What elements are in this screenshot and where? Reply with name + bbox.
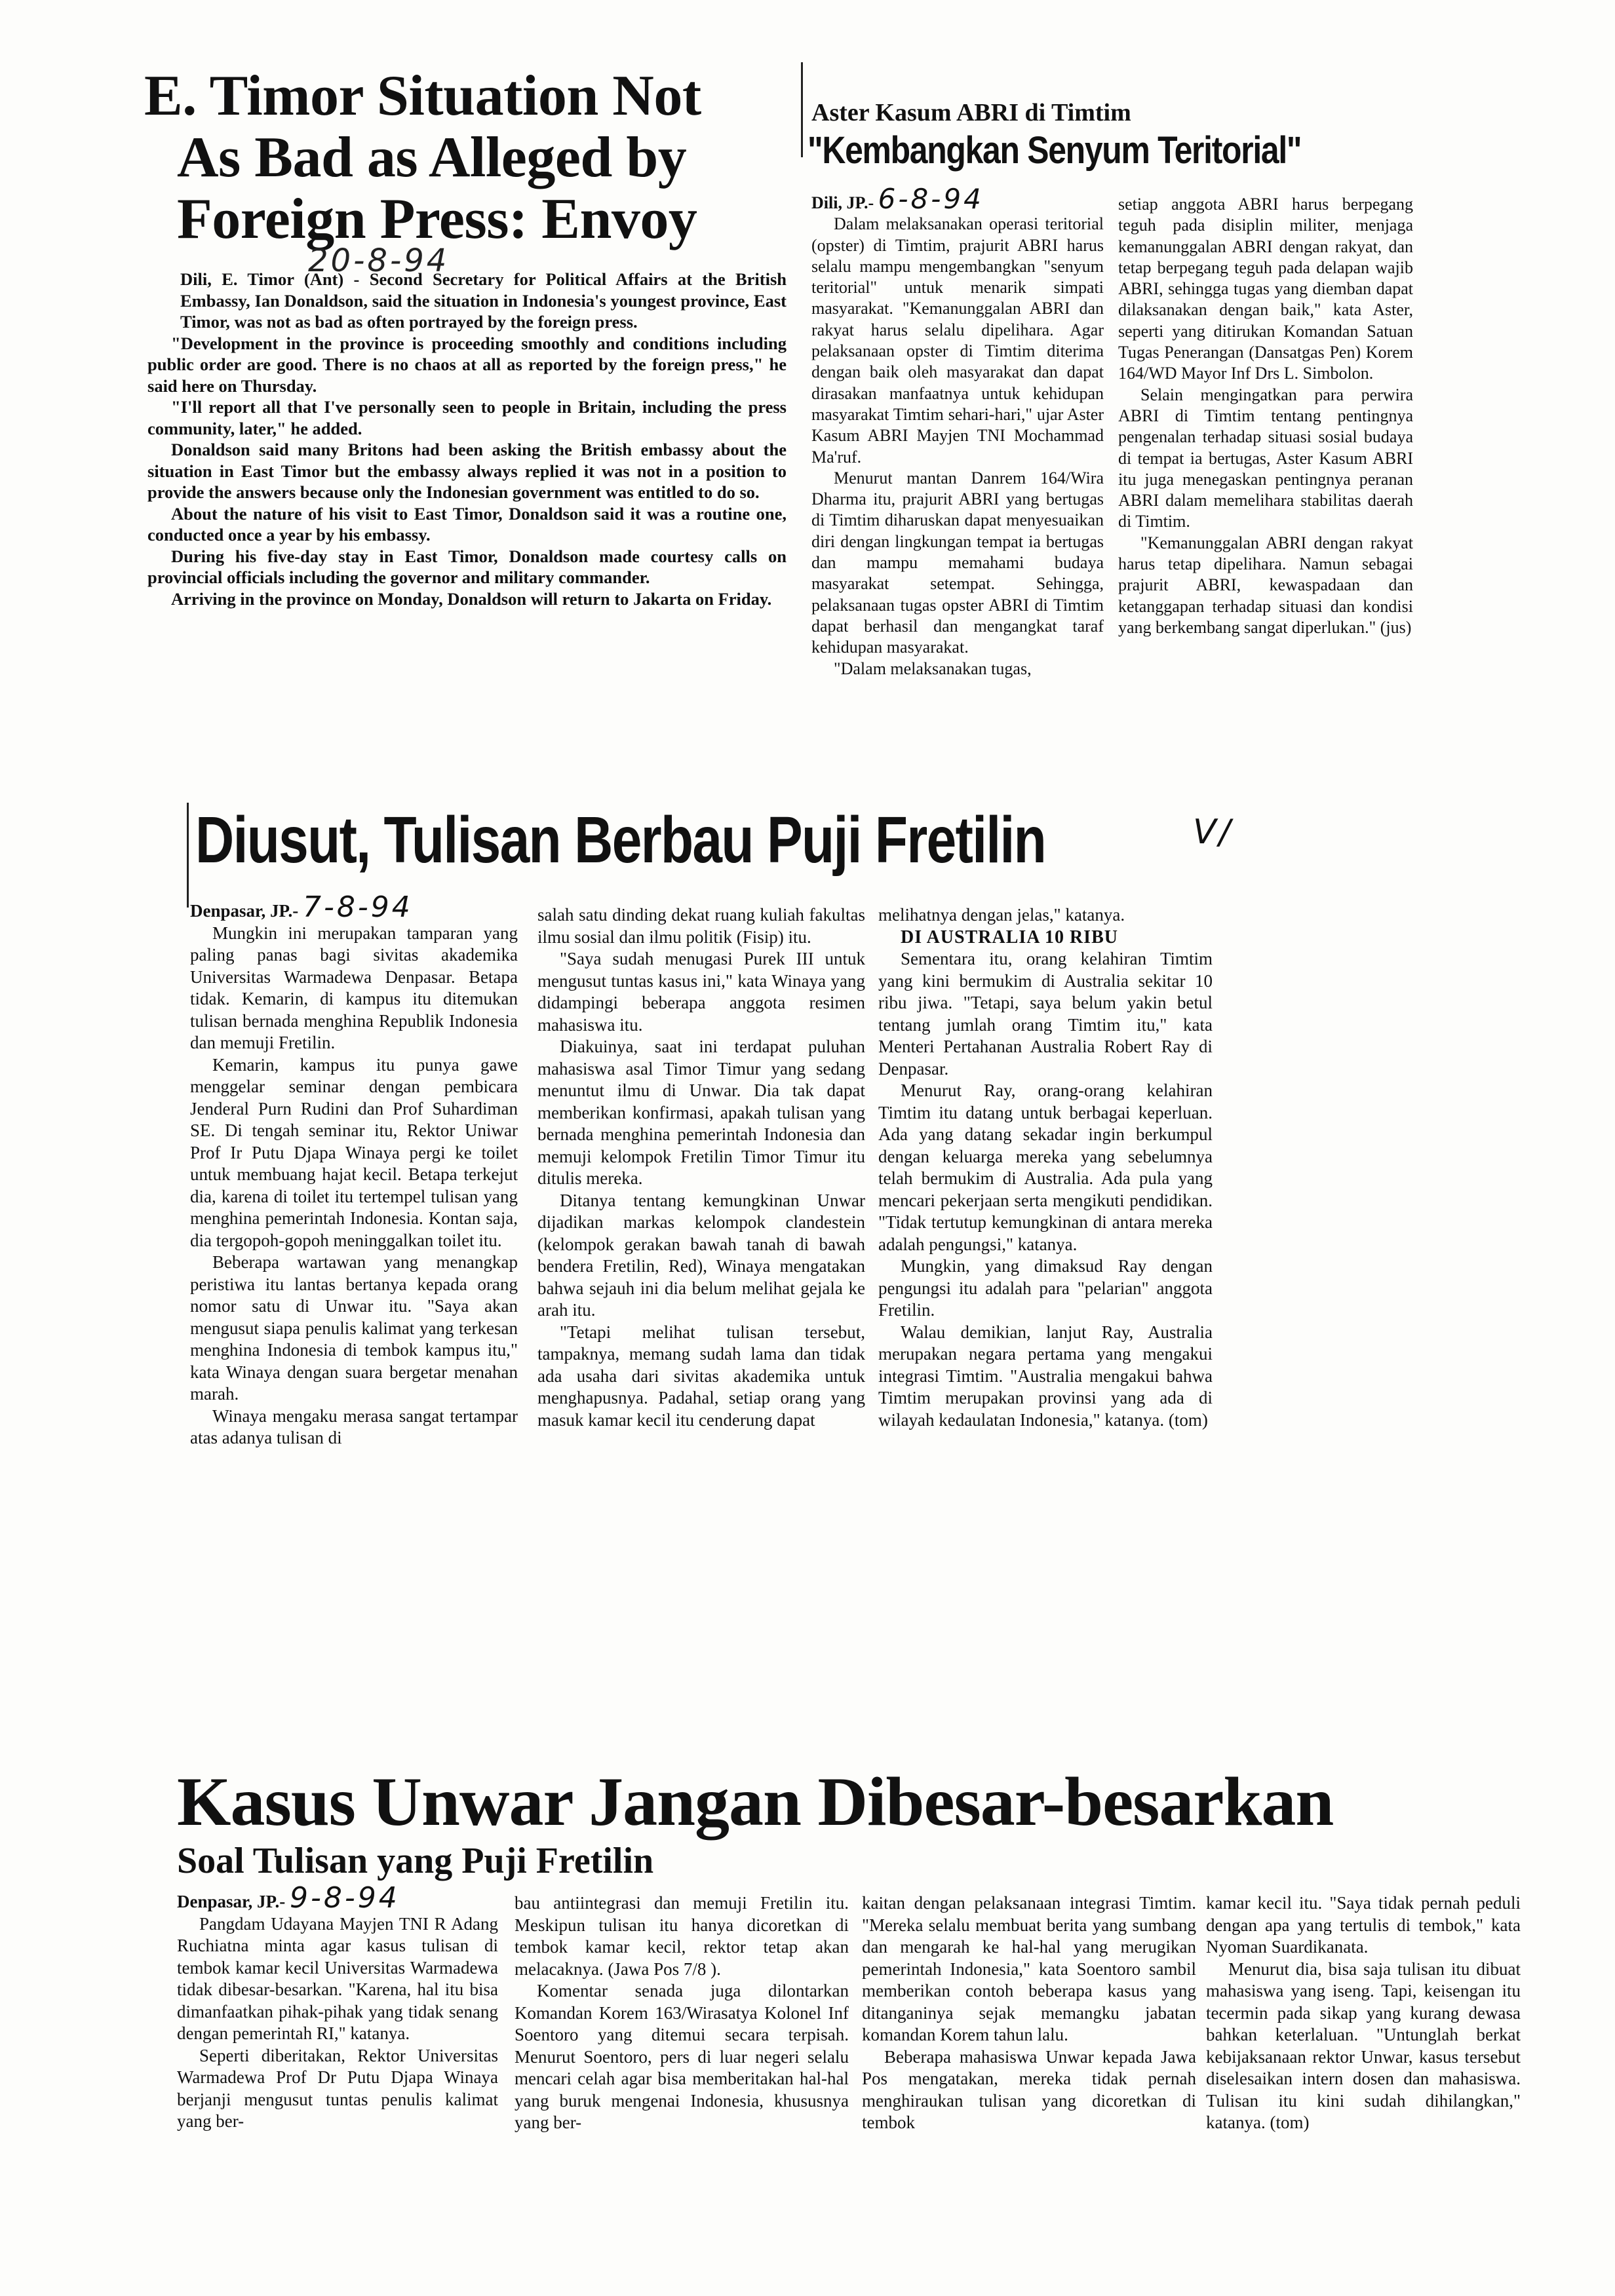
article2-paragraph-4: setiap anggota ABRI harus berpegang teguh pada disiplin militer, menjaga kemanunggalan ABRI dengan rakyat, dan tetap berpegang teguh pada delapan wajib ABRI, sehingga tugas yang diemban dapat dilaksanakan dengan baik," kata Aster, seperti yang ditirukan Komandan Satuan Tugas Penerangan (Dansatgas Pen) Korem 164/WD Mayor Inf Drs L. Simbolon.: [1118, 195, 1413, 383]
article4-handwritten-date: 9-8-94: [290, 1881, 400, 1915]
article4-column-1: [177, 1881, 498, 2133]
headline-line-2: As Bad as Alleged by: [177, 126, 687, 189]
article2-paragraph-6: "Kemanunggalan ABRI dengan rakyat harus tetap dipelihara. Namun sebagai prajurit ABRI, kewaspadaan dan ketanggapan terhadap situasi dan kondisi yang berkembang sangat diperlukan." (jus): [1118, 533, 1413, 637]
column-divider: [801, 62, 803, 157]
article3-paragraph-7: Diakuinya, saat ini terdapat puluhan mahasiswa asal Timor Timur yang sedang menuntut ilmu di Unwar. Dia tak dapat memberikan konfirmasi, apakah tulisan yang bernada menghina pemerintah Indonesia dan memuji kelompok Fretilin Timor Timur itu ditulis mereka.: [537, 1037, 865, 1188]
article3-handwritten-mark: V/: [1193, 813, 1234, 852]
article3-paragraph-9: "Tetapi melihat tulisan tersebut, tampaknya, memang sudah lama dan tidak ada usaha dari sivitas akademika untuk menghapusnya. Padahal, setiap orang yang masuk kamar kecil itu cenderung dapat: [537, 1322, 865, 1430]
article3-dateline: Denpasar, JP.-: [190, 901, 299, 921]
article3-left-rule: [187, 803, 189, 908]
article4-headline: Kasus Unwar Jangan Dibesar-besarkan: [177, 1763, 1334, 1840]
article4-column-4: [1206, 1892, 1521, 2134]
article2-paragraph-2: Menurut mantan Danrem 164/Wira Dharma itu, prajurit ABRI yang bertugas di Timtim diharuskan dapat menyesuaikan diri dengan lingkungan tempat ia bertugas dan mampu memahami budaya masyarakat setempat. Sehingga, pelaksanaan tugas opster ABRI di Timtim dapat berhasil dan mengangkat taraf kehidupan masyarakat.: [811, 468, 1104, 657]
article2-column-2: [1118, 194, 1413, 638]
article4-paragraph-8: Menurut dia, bisa saja tulisan itu dibuat mahasiswa yang iseng. Tapi, keisengan itu tecermin pada sikap yang kurang dewasa bahkan keterlaluan. "Untunglah berkat kebijaksanaan rektor Unwar, kasus tersebut diselesaikan intern dosen dan mahasiswa. Tulisan itu kini sudah dihilangkan," katanya. (tom): [1206, 1959, 1521, 2132]
article4-paragraph-4: Komentar senada juga dilontarkan Komandan Korem 163/Wirasatya Kolonel Inf Soentoro yang ditemui secara terpisah. Menurut Soentoro, pers di luar negeri selalu mencari celah agar bisa memberitakan hal-hal yang buruk mengenai Indonesia, khususnya yang ber-: [515, 1981, 849, 2132]
article3-paragraph-11: Sementara itu, orang kelahiran Timtim yang kini bermukim di Australia sekitar 10 ribu jiwa. "Tetapi, saya belum yakin betul tentang jumlah orang Timtim itu," kata Menteri Pertahanan Australia Robert Ray di Denpasar.: [878, 949, 1213, 1079]
article3-paragraph-14: Walau demikian, lanjut Ray, Australia merupakan negara pertama yang mengakui integrasi Timtim. "Australia mengakui bahwa Timtim merupakan provinsi yang ada di wilayah kedaulatan Indonesia," katanya. (tom): [878, 1322, 1213, 1430]
article3-handwritten-date: 7-8-94: [303, 890, 413, 924]
article3-paragraph-1: Mungkin ini merupakan tamparan yang paling panas bagi sivitas akademika Universitas Warmadewa Denpasar. Betapa tidak. Kemarin, di kampus itu ditemukan tulisan bernada menghina Republik Indonesia dan memuji Fretilin.: [190, 923, 518, 1052]
article1-headline: [144, 66, 793, 250]
article2-handwritten-date: 6-8-94: [878, 183, 984, 215]
article1-paragraph-3: "I'll report all that I've personally seen to people in Britain, including the press community, later," he added.: [147, 397, 787, 438]
article3-headline: Diusut, Tulisan Berbau Puji Fretilin: [195, 803, 1046, 877]
article4-subheadline: Soal Tulisan yang Puji Fretilin: [177, 1841, 654, 1881]
article2-kicker: Aster Kasum ABRI di Timtim: [811, 99, 1131, 126]
article3-paragraph-10: melihatnya dengan jelas," katanya.: [878, 905, 1125, 925]
article1-handwritten-date: 20-8-94: [308, 242, 450, 279]
article3-column-3: [878, 904, 1213, 1431]
article2-dateline-row: [811, 183, 1104, 215]
article3-subhead: DI AUSTRALIA 10 RIBU: [901, 927, 1118, 947]
headline-line-3: Foreign Press: Envoy: [177, 187, 697, 251]
article2-headline: "Kembangkan Senyum Teritorial": [808, 129, 1302, 172]
article1-paragraph-1: Dili, E. Timor (Ant) - Second Secretary for Political Affairs at the British Embassy, Ian Donaldson, said the situation in Indonesia's youngest province, East Timor, was not as bad as often portrayed by the foreign press.: [180, 269, 787, 332]
article1-paragraph-7: Arriving in the province on Monday, Donaldson will return to Jakarta on Friday.: [171, 588, 772, 609]
article1-paragraph-4: Donaldson said many Britons had been asking the British embassy about the situation in East Timor but the embassy always replied it was not in a position to provide the answers because only the Indonesian government was entitled to do so.: [147, 440, 787, 502]
article4-paragraph-2: Seperti diberitakan, Rektor Universitas Warmadewa Prof Dr Putu Djapa Winaya berjanji mengusut tuntas penulis kalimat yang ber-: [177, 2045, 498, 2131]
article1-paragraph-2: "Development in the province is proceeding smoothly and conditions including public order are good. There is no chaos at all as reported by the foreign press," he said here on Thursday.: [147, 333, 787, 396]
article4-dateline: Denpasar, JP.-: [177, 1892, 286, 1911]
article4-dateline-row: [177, 1881, 498, 1915]
article1-body: [147, 269, 787, 609]
article4-column-3: [862, 1892, 1196, 2134]
article3-column-1: [190, 890, 518, 1449]
article3-paragraph-3: Beberapa wartawan yang menangkap peristiwa itu lantas bertanya kepada orang nomor satu di Unwar itu. "Saya akan mengusut siapa penulis kalimat yang terkesan menghina Indonesia di tembok kampus itu," kata Winaya dengan suara bergetar menahan marah.: [190, 1252, 518, 1404]
article3-paragraph-4: Winaya mengaku merasa sangat tertampar atas adanya tulisan di: [190, 1406, 518, 1447]
headline-line-1: E. Timor Situation Not: [144, 64, 701, 128]
article2-column-1: [811, 183, 1104, 679]
article1-dateline: Dili, E. Timor (Ant) -: [180, 269, 360, 289]
article3-dateline-row: [190, 890, 518, 924]
article3-paragraph-6: "Saya sudah menugasi Purek III untuk mengusut tuntas kasus ini," kata Winaya yang didampingi beberapa anggota resimen mahasiswa itu.: [537, 949, 865, 1035]
article3-paragraph-5: salah satu dinding dekat ruang kuliah fakultas ilmu sosial dan ilmu politik (Fisip) itu.: [537, 905, 865, 947]
article2-paragraph-5: Selain mengingatkan para perwira ABRI di Timtim tentang pentingnya pengenalan terhadap situasi sosial budaya di tempat ia bertugas, Aster Kasum ABRI itu juga menegaskan pentingnya peranan ABRI dalam memelihara stabilitas daerah di Timtim.: [1118, 385, 1413, 531]
article3-paragraph-12: Menurut Ray, orang-orang kelahiran Timtim itu datang untuk berbagai keperluan. Ada yang datang sekadar ingin berkumpul dengan keluarga mereka yang sebelumnya telah bermukim di Australia. Ada pula yang mencari pekerjaan serta mengikuti pendidikan. "Tidak tertutup kemungkinan di antara mereka adalah pengungsi," katanya.: [878, 1081, 1213, 1254]
article3-paragraph-13: Mungkin, yang dimaksud Ray dengan pengungsi itu adalah para "pelarian" anggota Fretilin.: [878, 1256, 1213, 1320]
article-e-timor: [144, 66, 793, 250]
article4-column-2: [515, 1892, 849, 2134]
article4-paragraph-6: Beberapa mahasiswa Unwar kepada Jawa Pos mengatakan, mereka tidak pernah menghiraukan tulisan yang dicoretkan di tembok: [862, 2046, 1196, 2132]
article4-paragraph-3: bau antiintegrasi dan memuji Fretilin itu. Meskipun tulisan itu hanya dicoretkan di tembok kamar kecil, rektor tetap akan melacaknya. (Jawa Pos 7/8 ).: [515, 1893, 849, 1979]
article1-paragraph-6: During his five-day stay in East Timor, Donaldson made courtesy calls on provincial officials including the governor and military commander.: [147, 546, 787, 587]
article1-paragraph-5: About the nature of his visit to East Timor, Donaldson said it was a routine one, conducted once a year by his embassy.: [147, 503, 787, 545]
article4-paragraph-1: Pangdam Udayana Mayjen TNI R Adang Ruchiatna minta agar kasus tulisan di tembok kamar kecil Universitas Warmadewa tidak dibesar-besarkan. "Karena, hal itu bisa dimanfaatkan pihak-pihak yang tidak senang dengan pemerintah RI," katanya.: [177, 1913, 498, 2043]
article3-paragraph-2: Kemarin, kampus itu punya gawe menggelar seminar dengan pembicara Jenderal Purn Rudini dan Prof Suhardiman SE. Di tengah seminar itu, Rektor Uniwar Prof Ir Putu Djapa Winaya pergi ke toilet untuk membuang hajat kecil. Betapa terkejut dia, karena di toilet itu tertempel tulisan yang menghina pemerintah Indonesia. Kontan saja, dia tergopoh-gopoh meninggalkan toilet itu.: [190, 1054, 518, 1250]
article3-column-2: [537, 904, 865, 1431]
article4-paragraph-7: kamar kecil itu. "Saya tidak pernah peduli dengan apa yang tertulis di tembok," kata Nyoman Suardikanata.: [1206, 1893, 1521, 1957]
article2-dateline: Dili, JP.-: [811, 193, 874, 212]
article2-paragraph-3: "Dalam melaksanakan tugas,: [834, 659, 1032, 678]
article4-paragraph-5: kaitan dengan pelaksanaan integrasi Timtim. "Mereka selalu membuat berita yang sumbang dan mengarah ke hal-hal yang merugikan pemerintah Indonesia," kata Soentoro sambil memberikan contoh beberapa kasus yang ditanganinya sejak memangku jabatan komandan Korem tahun lalu.: [862, 1893, 1196, 2044]
article3-paragraph-8: Ditanya tentang kemungkinan Unwar dijadikan markas kelompok clandestein (kelompok gerakan bawah tanah di bawah bendera Fretilin, Red), Winaya mengatakan bahwa sejauh ini dia belum melihat gejala ke arah itu.: [537, 1190, 865, 1320]
article2-paragraph-1: Dalam melaksanakan operasi teritorial (opster) di Timtim, prajurit ABRI harus selalu mampu mengembangkan "senyum teritorial" untuk menarik simpati masyarakat. "Kemanunggalan ABRI dan rakyat harus selalu dipelihara. Agar pelaksanaan opster di Timtim diterima dengan baik oleh masyarakat dan dapat dirasakan manfaatnya untuk kehidupan masyarakat Timtim sehari-hari," ujar Aster Kasum ABRI Mayjen TNI Mochammad Ma'ruf.: [811, 214, 1104, 467]
